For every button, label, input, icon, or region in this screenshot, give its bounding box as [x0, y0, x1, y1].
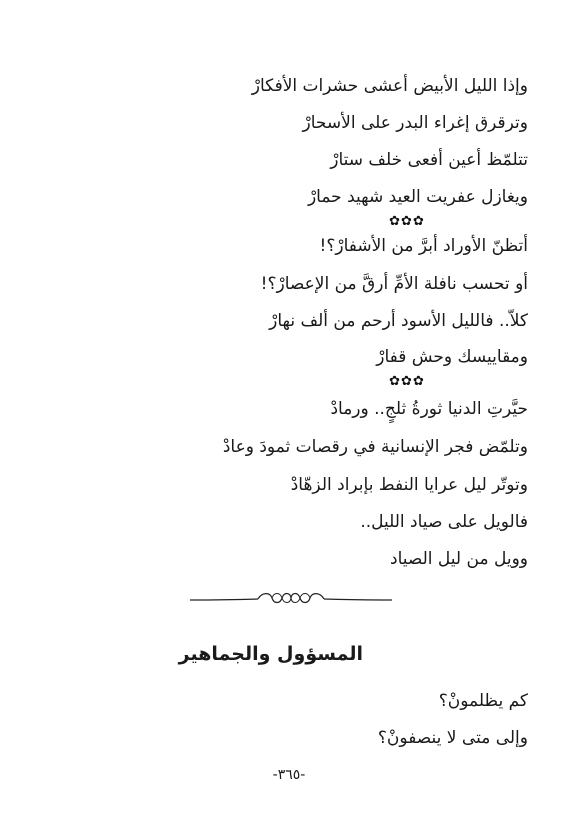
verse-line: وتوتّر ليل عرايا النفط بإبراد الزهّادْ [290, 475, 528, 495]
verse-line: وويل من ليل الصياد [390, 549, 528, 569]
verse-line: وإلى متى لا ينصفونْ؟ [377, 728, 528, 748]
verse-line: وتلمّض فجر الإنسانية في رقصات ثمودَ وعادْ [222, 437, 528, 457]
verse-line: ويغازل عفريت العيد شهيد حمارْ [307, 187, 528, 207]
verse-line: وإذا الليل الأبيض أعشى حشرات الأفكارْ [251, 76, 528, 96]
verse-line: أتظنّ الأوراد أبرَّ من الأشفارْ؟! [319, 236, 528, 256]
verse-line: فالويل على صياد الليل.. [360, 512, 528, 532]
stanza-separator: ✿✿✿ [389, 214, 425, 229]
ornament-divider-icon [188, 588, 394, 610]
verse-line: ومقاييسك وحش قفارْ [376, 347, 528, 367]
page-number: -٣٦٥- [272, 767, 306, 783]
verse-line: أو تحسب نافلة الأمِّ أرقَّ من الإعصارْ؟! [260, 274, 528, 294]
verse-line: تتلمّظ أعين أفعى خلف ستارْ [330, 150, 528, 170]
section-title: المسؤول والجماهير [178, 643, 363, 665]
stanza-separator: ✿✿✿ [389, 374, 425, 389]
verse-line: كلاّ.. فالليل الأسود أرحم من ألف نهارْ [269, 311, 528, 331]
verse-line: وترقرق إغراء البدر على الأسحارْ [302, 113, 528, 133]
verse-line: كم يظلمونْ؟ [438, 691, 528, 711]
verse-line: حيَّرتِ الدنيا ثورةُ ثلجٍ.. ورمادْ [330, 399, 528, 419]
